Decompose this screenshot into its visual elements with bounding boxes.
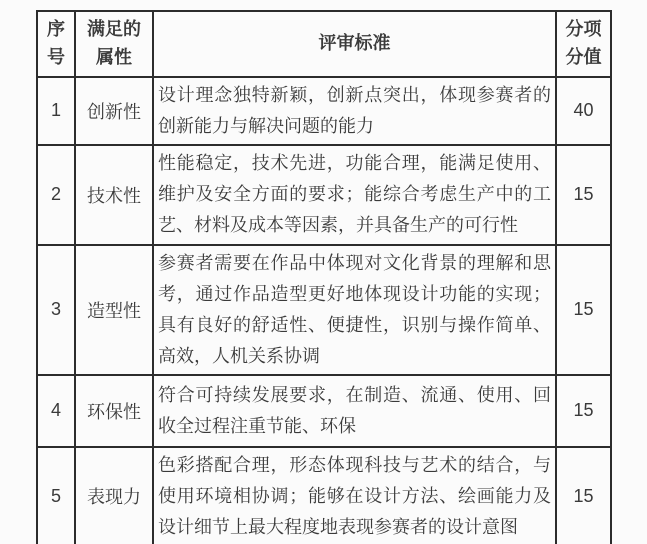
row-criteria: 色彩搭配合理，形态体现科技与艺术的结合，与使用环境相协调；能够在设计方法、绘画能力及设计细节上最大程度地表现参赛者的设计意图 (153, 447, 556, 544)
table-header-row (37, 11, 611, 77)
row-number: 2 (37, 145, 75, 245)
row-score: 15 (556, 145, 611, 245)
row-number: 3 (37, 245, 75, 375)
row-criteria: 符合可持续发展要求，在制造、流通、使用、回收全过程注重节能、环保 (153, 375, 556, 447)
row-attribute: 环保性 (75, 375, 153, 447)
table-row (37, 145, 611, 245)
evaluation-criteria-table (36, 10, 612, 544)
row-number: 1 (37, 77, 75, 145)
row-criteria: 性能稳定，技术先进，功能合理，能满足使用、维护及安全方面的要求；能综合考虑生产中的工艺、材料及成本等因素，并具备生产的可行性 (153, 145, 556, 245)
row-criteria: 设计理念独特新颖，创新点突出，体现参赛者的创新能力与解决问题的能力 (153, 77, 556, 145)
header-criteria-label: 评审标准 (318, 32, 391, 53)
row-score: 15 (556, 447, 611, 544)
header-no (37, 11, 75, 77)
header-attribute-label: 满足的属性 (86, 19, 141, 67)
row-score: 15 (556, 375, 611, 447)
row-number: 4 (37, 375, 75, 447)
row-criteria: 参赛者需要在作品中体现对文化背景的理解和思考，通过作品造型更好地体现设计功能的实现；具有良好的舒适性、便捷性，识别与操作简单、高效，人机关系协调 (153, 245, 556, 375)
table-row (37, 245, 611, 375)
header-score (556, 11, 611, 77)
row-number: 5 (37, 447, 75, 544)
row-attribute: 技术性 (75, 145, 153, 245)
row-attribute: 创新性 (75, 77, 153, 145)
header-attribute (75, 11, 153, 77)
row-attribute: 表现力 (75, 447, 153, 544)
table-row (37, 447, 611, 544)
header-no-label: 序号 (47, 19, 65, 67)
header-criteria (153, 11, 556, 77)
row-attribute: 造型性 (75, 245, 153, 375)
table-row (37, 77, 611, 145)
row-score: 15 (556, 245, 611, 375)
header-score-label: 分项分值 (565, 19, 602, 67)
row-score: 40 (556, 77, 611, 145)
table-row (37, 375, 611, 447)
